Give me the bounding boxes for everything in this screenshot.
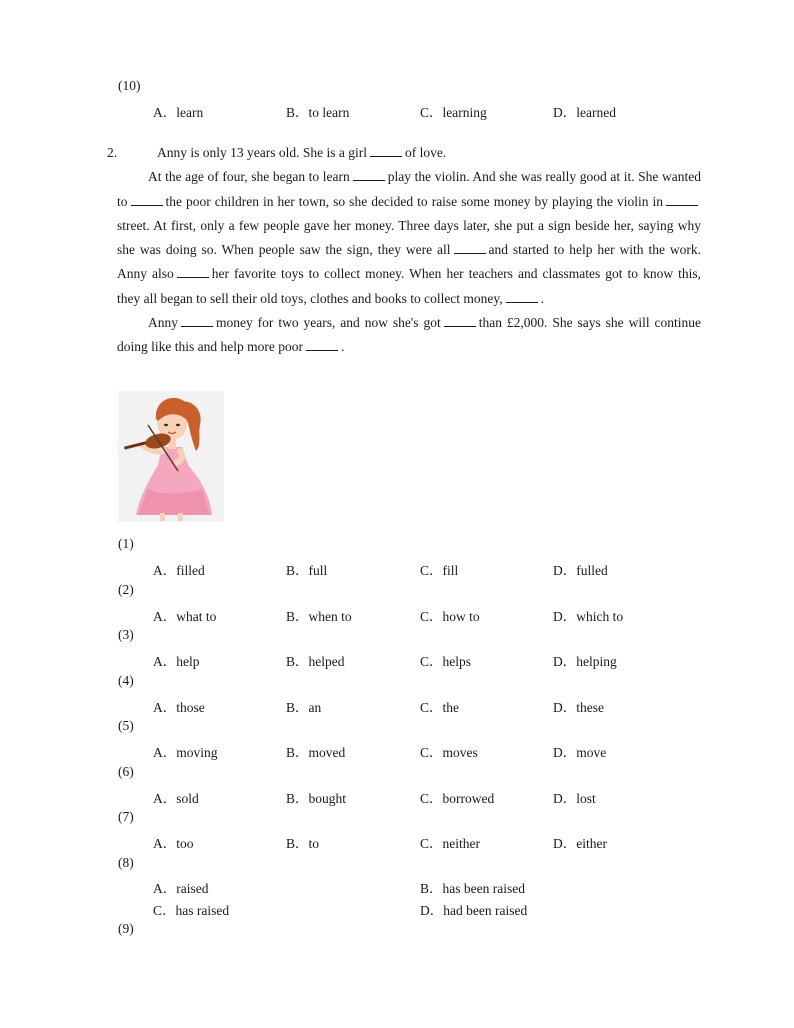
option-d[interactable]: D．lost	[553, 791, 596, 806]
blank-9	[444, 315, 476, 327]
option-d[interactable]: D．move	[553, 745, 607, 760]
blank-1	[370, 145, 402, 157]
option-c[interactable]: C．helps	[420, 654, 472, 669]
girl-violin-illustration	[118, 391, 224, 522]
option-d[interactable]: D．had been raised	[420, 903, 528, 918]
option-a[interactable]: A．sold	[153, 791, 199, 806]
question-number: (10)	[118, 78, 141, 93]
blank-10	[306, 339, 338, 351]
option-b[interactable]: B．when to	[286, 609, 352, 624]
blank-5	[454, 242, 486, 254]
option-b[interactable]: B．has been raised	[420, 881, 525, 896]
reading-passage	[117, 141, 701, 360]
option-a[interactable]: A．filled	[153, 563, 205, 578]
blank-6	[177, 266, 209, 278]
option-d[interactable]: D．either	[553, 836, 607, 851]
blank-2	[353, 169, 385, 181]
question-number: (7)	[118, 809, 134, 824]
passage-line-1: Anny is only 13 years old. She is a girl of love.	[157, 145, 447, 160]
question-number: 2.	[107, 145, 118, 160]
option-b[interactable]: B．an	[286, 700, 322, 715]
option-d[interactable]: D．learned	[553, 105, 616, 120]
passage-paragraph-2: At the age of four, she began to learn play the violin. And she was really good at it. She wanted to the poor children in her town, so she decided to raise some money by playing the violin instreet. At first, only a few people gave her money. Three days later, she put a sign beside her, saying why she was doing so. When people saw the sign, they were all and started to help her with the work. Anny also her favorite toys to collect money. When her teachers and classmates got to know this, they all began to sell their old toys, clothes and books to collect money, .	[117, 169, 701, 306]
option-d[interactable]: D．fulled	[553, 563, 608, 578]
option-b[interactable]: B．moved	[286, 745, 346, 760]
option-c[interactable]: C．learning	[420, 105, 487, 120]
option-c[interactable]: C．borrowed	[420, 791, 495, 806]
blank-3	[131, 194, 163, 206]
blank-7	[506, 291, 538, 303]
option-b[interactable]: B．helped	[286, 654, 345, 669]
option-a[interactable]: A．help	[153, 654, 200, 669]
option-d[interactable]: D．helping	[553, 654, 617, 669]
question-number: (2)	[118, 582, 134, 597]
option-b[interactable]: B．to learn	[286, 105, 350, 120]
passage-paragraph-3: Anny money for two years, and now she's got than £2,000. She says she will continue doing like this and help more poor .	[117, 315, 701, 355]
option-c[interactable]: C．the	[420, 700, 459, 715]
option-c[interactable]: C．how to	[420, 609, 480, 624]
option-a[interactable]: A．learn	[153, 105, 204, 120]
question-number: (1)	[118, 536, 134, 551]
option-a[interactable]: A．those	[153, 700, 205, 715]
option-a[interactable]: A．too	[153, 836, 194, 851]
option-a[interactable]: A．what to	[153, 609, 217, 624]
option-c[interactable]: C．neither	[420, 836, 480, 851]
question-number: (4)	[118, 673, 134, 688]
option-b[interactable]: B．full	[286, 563, 328, 578]
question-number: (8)	[118, 855, 134, 870]
option-a[interactable]: A．moving	[153, 745, 218, 760]
question-number: (5)	[118, 718, 134, 733]
blank-8	[181, 315, 213, 327]
option-c[interactable]: C．has raised	[153, 903, 230, 918]
option-b[interactable]: B．bought	[286, 791, 347, 806]
option-d[interactable]: D．these	[553, 700, 604, 715]
question-number: (6)	[118, 764, 134, 779]
option-c[interactable]: C．fill	[420, 563, 459, 578]
question-number: (3)	[118, 627, 134, 642]
option-c[interactable]: C．moves	[420, 745, 478, 760]
option-d[interactable]: D．which to	[553, 609, 624, 624]
option-a[interactable]: A．raised	[153, 881, 209, 896]
option-b[interactable]: B．to	[286, 836, 320, 851]
blank-4	[666, 194, 698, 206]
question-number: (9)	[118, 921, 134, 936]
